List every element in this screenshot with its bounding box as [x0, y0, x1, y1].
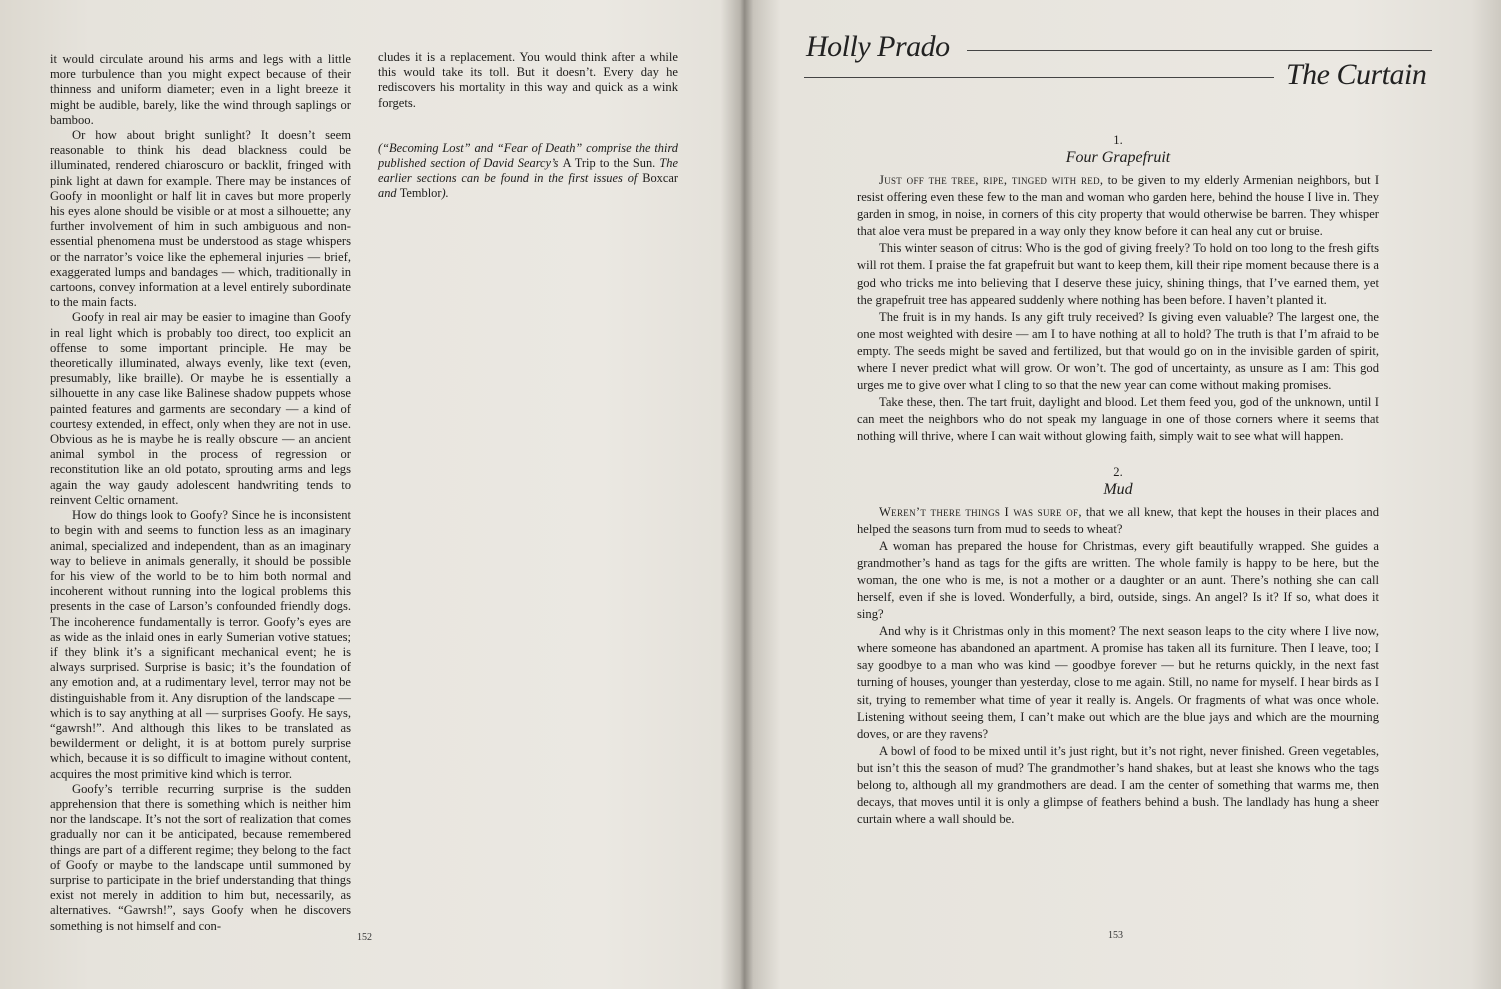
page-number: 152: [357, 932, 372, 943]
section-gap: [857, 446, 1379, 464]
paragraph: [857, 504, 1379, 538]
paragraph: This winter season of citrus: Who is the god of giving freely? To hold on too long to the fresh gifts will rot them. I praise the fat grapefruit but want to keep them, kill their ripe moment because there is a god who tricks me into believing that I deserve these juicy, shining things, that I’ve earned them, yet the grapefruit tree has appeared suddenly where nothing has been before. I haven’t planted it.: [857, 241, 1379, 307]
paragraph: Goofy’s terrible recurring surprise is the sudden apprehension that there is something which is neither him nor the landscape. It’s not the sort of realization that comes gradually nor can it be anticipated, because remembered things are part of a different regime; they belong to the fact of Goofy or maybe to the landscape until summoned by surprise to participate in the brief understanding that things exist not merely in addition to him but, necessarily, as alternatives. “Gawrsh!”, says Goofy when he discovers something is not himself and con-: [50, 781, 351, 933]
paragraph-text: to be given to my elderly Armenian neighbors, but I resist offering even these few to the man and woman who garden here, behind the house I live in. They garden in smog, in noise, in corners of this city property that would otherwise be barren. They whisper that aloe vera must be prepared in a way only they know before it can heal any cut or bruise.: [857, 173, 1380, 239]
small-caps-lead: Just off the tree, ripe, tinged with red,: [879, 173, 1104, 187]
paragraph-text: that we all knew, that kept the houses in their places and helped the seasons turn from mud to seeds to wheat?: [857, 504, 1379, 536]
paragraph: it would circulate around his arms and legs with a little more turbulence than you might expect because of their thinness and uniform diameter; even in a light breeze it might be audible, barely, like the wind through saplings or bamboo.: [50, 52, 351, 127]
paragraph: How do things look to Goofy? Since he is inconsistent to begin with and seems to function less as an imaginary animal, specialized and independent, than as an imaginary way to believe in animals generally, it should be possible for his view of the world to be to him both normal and incoherent without running into the logical problems this presents in the case of Larson’s confounded friendly dogs. The incoherence fundamentally is terror. Goofy’s eyes are as wide as the inlaid ones in early Sumerian votive statues; if they blink it’s a significant mechanical event; he is always surprised. Surprise is basic; it’s the foundation of any emotion and, at a rudimentary level, terror may not be distinguishable from it. Any disruption of the landscape — which is to say anything at all — surprises Goofy. He says, “gawrsh!”. And although this likes to be translated as bewilderment or delight, it is at bottom purely surprise which, because it is so difficult to imagine without content, acquires the most primitive kind which is terror.: [50, 508, 351, 781]
left-page: [0, 0, 738, 989]
paragraph: The fruit is in my hands. Is any gift truly received? Is giving even valuable? The largest one, the one most weighted with desire — am I to have nothing at all to hold? The truth is that I’m afraid to be empty. The seeds might be saved and fertilized, but that would go on in the invisible garden of spirit, where I never predict what will grow. Or won’t. The god of uncertainty, as unsure as I am: This god urges me to give over what I cling to so that the new year can come without making promises.: [857, 309, 1379, 393]
prose-body: [857, 132, 1379, 828]
right-page: [742, 0, 1501, 989]
page-number: 153: [1108, 930, 1123, 941]
editorial-note: [378, 141, 678, 202]
section-number: 2.: [1113, 464, 1123, 479]
paragraph: Take these, then. The tart fruit, daylight and blood. Let them feed you, god of the unknown, until I can meet the neighbors who do not speak my language in one of those corners where it seems that nothing will thrive, where I can wait without glowing faith, simply wait to see what will happen.: [857, 395, 1379, 444]
header-rule: [967, 50, 1432, 51]
left-column-1: [50, 52, 351, 934]
paragraph: And why is it Christmas only in this moment? The next season leaps to the city where I live now, where someone has abandoned an apartment. A promise has taken all its furniture. Then I leave, too; I say goodbye to a man who was kind — goodbye forever — but he returns quickly, in the next fast turning of houses, younger than yesterday, close to me again. Still, no name for myself. I hear birds as I sit, trying to remember what time of year it really is. Angels. Or fragments of what was once whole. Listening without seeing them, I can’t make out which are the blue jays and which are the mourning doves, or are they ravens?: [857, 624, 1379, 741]
section-number: 1.: [1113, 133, 1123, 147]
note-text: The earlier sections can be found in the first issues of: [378, 156, 679, 186]
small-caps-lead: Weren’t there things I was sure of,: [879, 504, 1082, 519]
section-title: Four Grapefruit: [1065, 149, 1171, 166]
paragraph: [857, 172, 1379, 240]
paragraph: cludes it is a replacement. You would think after a while this would take its toll. But it doesn’t. Every day he rediscovers his mortality in this way and quick as a wink forgets.: [378, 50, 678, 110]
note-text: (“Becoming Lost” and “Fear of Death” comprise the third published section of David Searcy’s: [378, 140, 678, 171]
author-name: Holly Prado: [806, 30, 950, 63]
journal-name: Boxcar: [642, 171, 678, 186]
paragraph: Or how about bright sunlight? It doesn’t seem reasonable to think his dead blackness could be illuminated, rendered chiaroscuro or backlit, fringed with pink light at dawn for example. There may be instances of Goofy in moonlight or half lit in caves but more properly his eyes alone should be visible or at most a silhouette; any further involvement of him in such ambiguous and non-essential phenomena must be understood as stage whispers or the narrator’s voice like the ephemeral injuries — brief, exaggerated lumps and bandages — which, traditionally in cartoons, convey information at a level entirely subordinate to the main facts.: [50, 128, 351, 310]
paragraph: Goofy in real air may be easier to imagine than Goofy in real light which is probably too direct, too explicit an offense to some important principle. He may be theoretically illuminated, always evenly, like text (even, presumably, like braille). Or maybe he is essentially a silhouette in any case like Balinese shadow puppets whose painted features and garments are secondary — a kind of courtesy extended, in effect, only when they are not in use. Obvious as he is maybe he is really obscure — an ancient animal symbol in the process of regression or reconstitution like an old potato, sprouting arms and legs again the way gaudy adolescent handwriting tends to reinvent Celtic ornament.: [50, 310, 351, 507]
section-title: Mud: [1103, 480, 1133, 498]
piece-title: The Curtain: [1286, 58, 1427, 91]
book-title: A Trip to the Sun.: [562, 156, 656, 171]
left-column-2: [378, 50, 678, 202]
header-rule: [804, 77, 1274, 78]
note-text: and: [378, 186, 400, 201]
paragraph: A bowl of food to be mixed until it’s just right, but it’s not right, never finished. Green vegetables, but isn’t this the season of mud? The grandmother’s hand shakes, but at least she knows who the tags belong to, although all my grandmothers are dead. I am the center of something that warms me, then decays, that moves until it is only a glimpse of feathers behind a bush. The landlady has hung a sheer curtain where a wall should be.: [857, 743, 1379, 827]
note-text: ).: [441, 186, 449, 201]
paragraph: A woman has prepared the house for Christmas, every gift beautifully wrapped. She guides a grandmother’s hand as tags for the gifts are written. The whole family is happy to be here, but the woman, the one who is me, is not a mother or a daughter or an aunt. There’s nothing she can call herself, even if she is loved. Wonderfully, a bird, outside, sings. An angel? Is it? If so, what does it sing?: [857, 538, 1379, 622]
journal-name: Temblor: [399, 186, 442, 201]
